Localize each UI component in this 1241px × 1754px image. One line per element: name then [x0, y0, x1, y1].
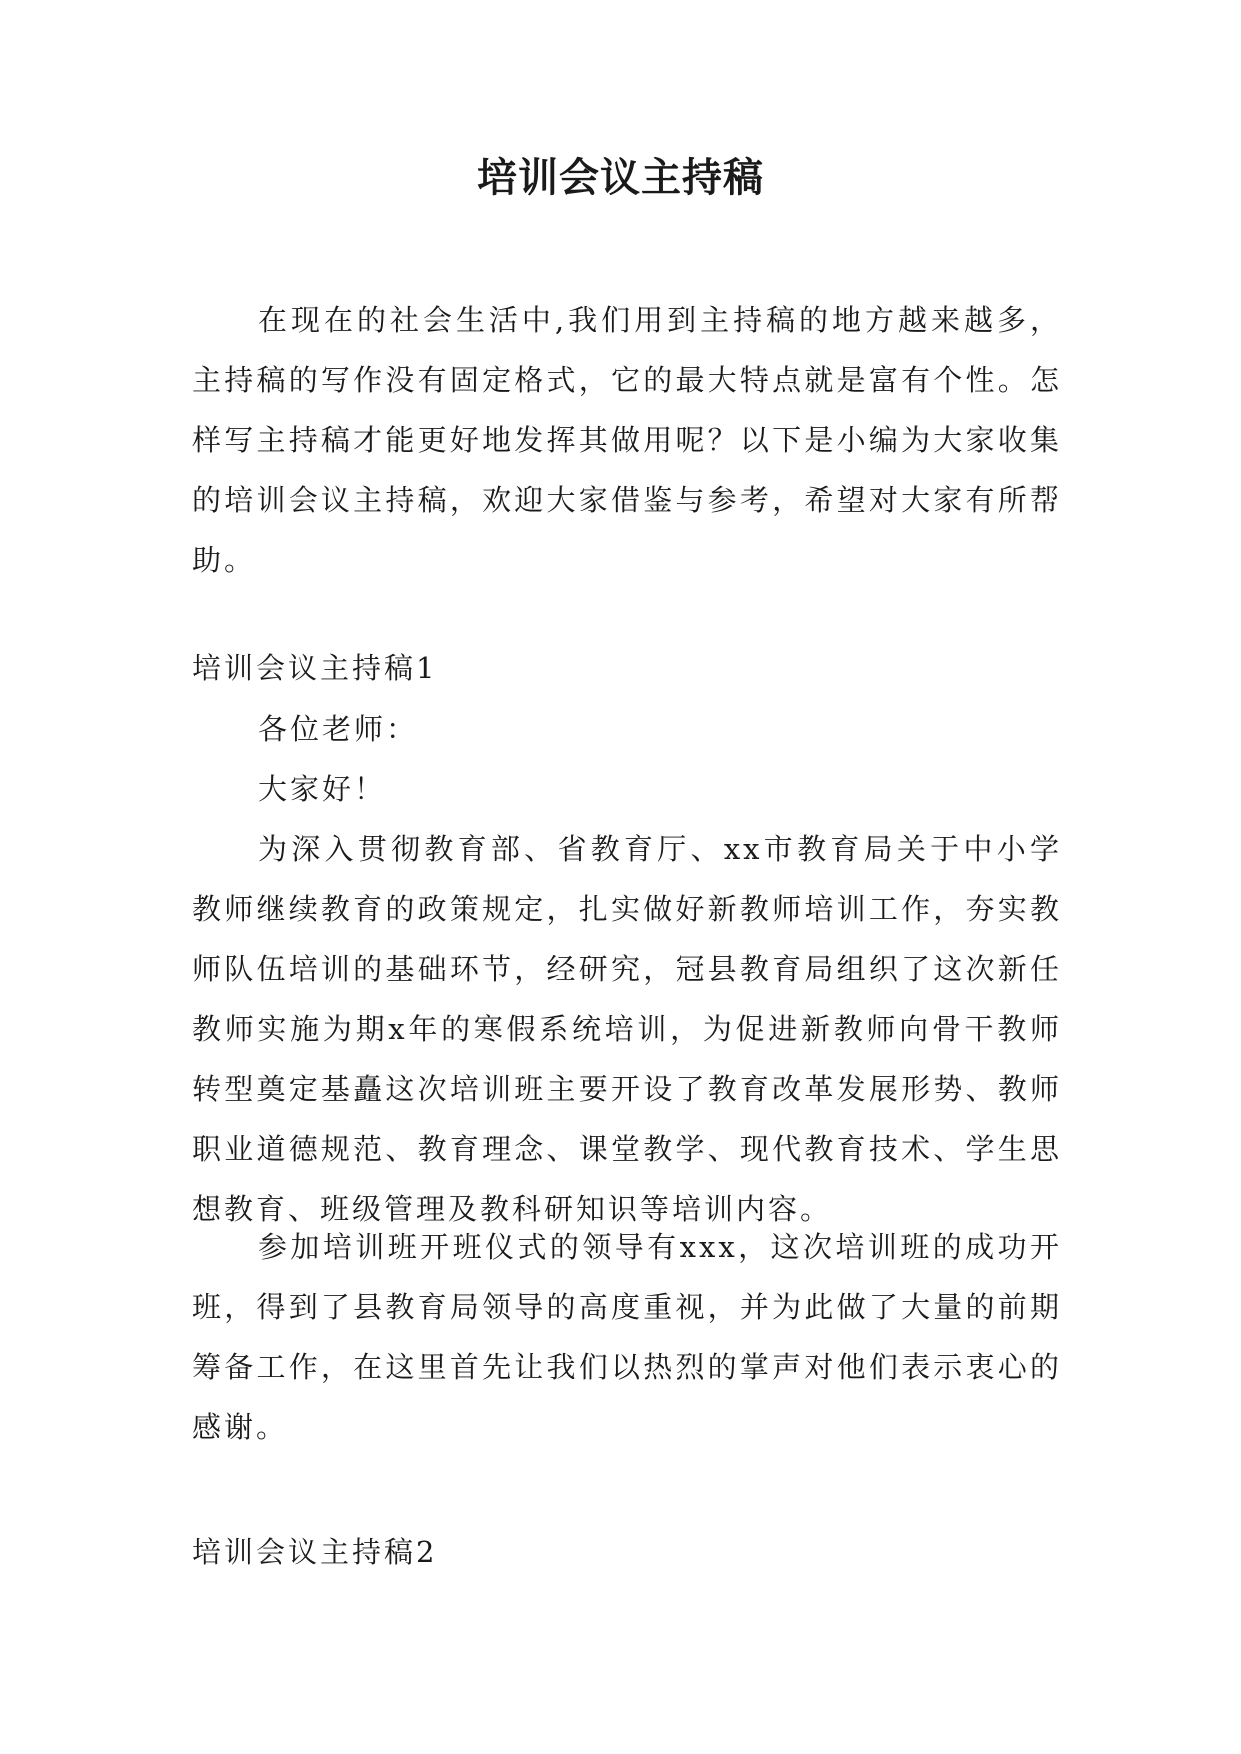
greeting: 大家好！ [258, 772, 387, 806]
body-paragraph-2: 参加培训班开班仪式的领导有xxx，这次培训班的成功开班，得到了县教育局领导的高度重视，并为此做了大量的前期筹备工作，在这里首先让我们以热烈的掌声对他们表示衷心的感谢。 [192, 1230, 1062, 1444]
salutation: 各位老师： [258, 712, 419, 746]
intro-paragraph: 在现在的社会生活中,我们用到主持稿的地方越来越多，主持稿的写作没有固定格式，它的最大特点就是富有个性。怎样写主持稿才能更好地发挥其做用呢？以下是小编为大家收集的培训会议主持稿，欢迎大家借鉴与参考，希望对大家有所帮助。 [192, 303, 1062, 577]
body-paragraph-1: 为深入贯彻教育部、省教育厅、xx市教育局关于中小学教师继续教育的政策规定，扎实做好新教师培训工作，夯实教师队伍培训的基础环节，经研究，冠县教育局组织了这次新任教师实施为期x年的寒假系统培训，为促进新教师向骨干教师转型奠定基矗这次培训班主要开设了教育改革发展形势、教师职业道德规范、教育理念、课堂教学、现代教育技术、学生思想教育、班级管理及教科研知识等培训内容。 [192, 832, 1062, 1226]
section-heading-2: 培训会议主持稿2 [192, 1535, 438, 1569]
document-title: 培训会议主持稿 [477, 155, 764, 201]
section-heading-1: 培训会议主持稿1 [192, 651, 438, 685]
